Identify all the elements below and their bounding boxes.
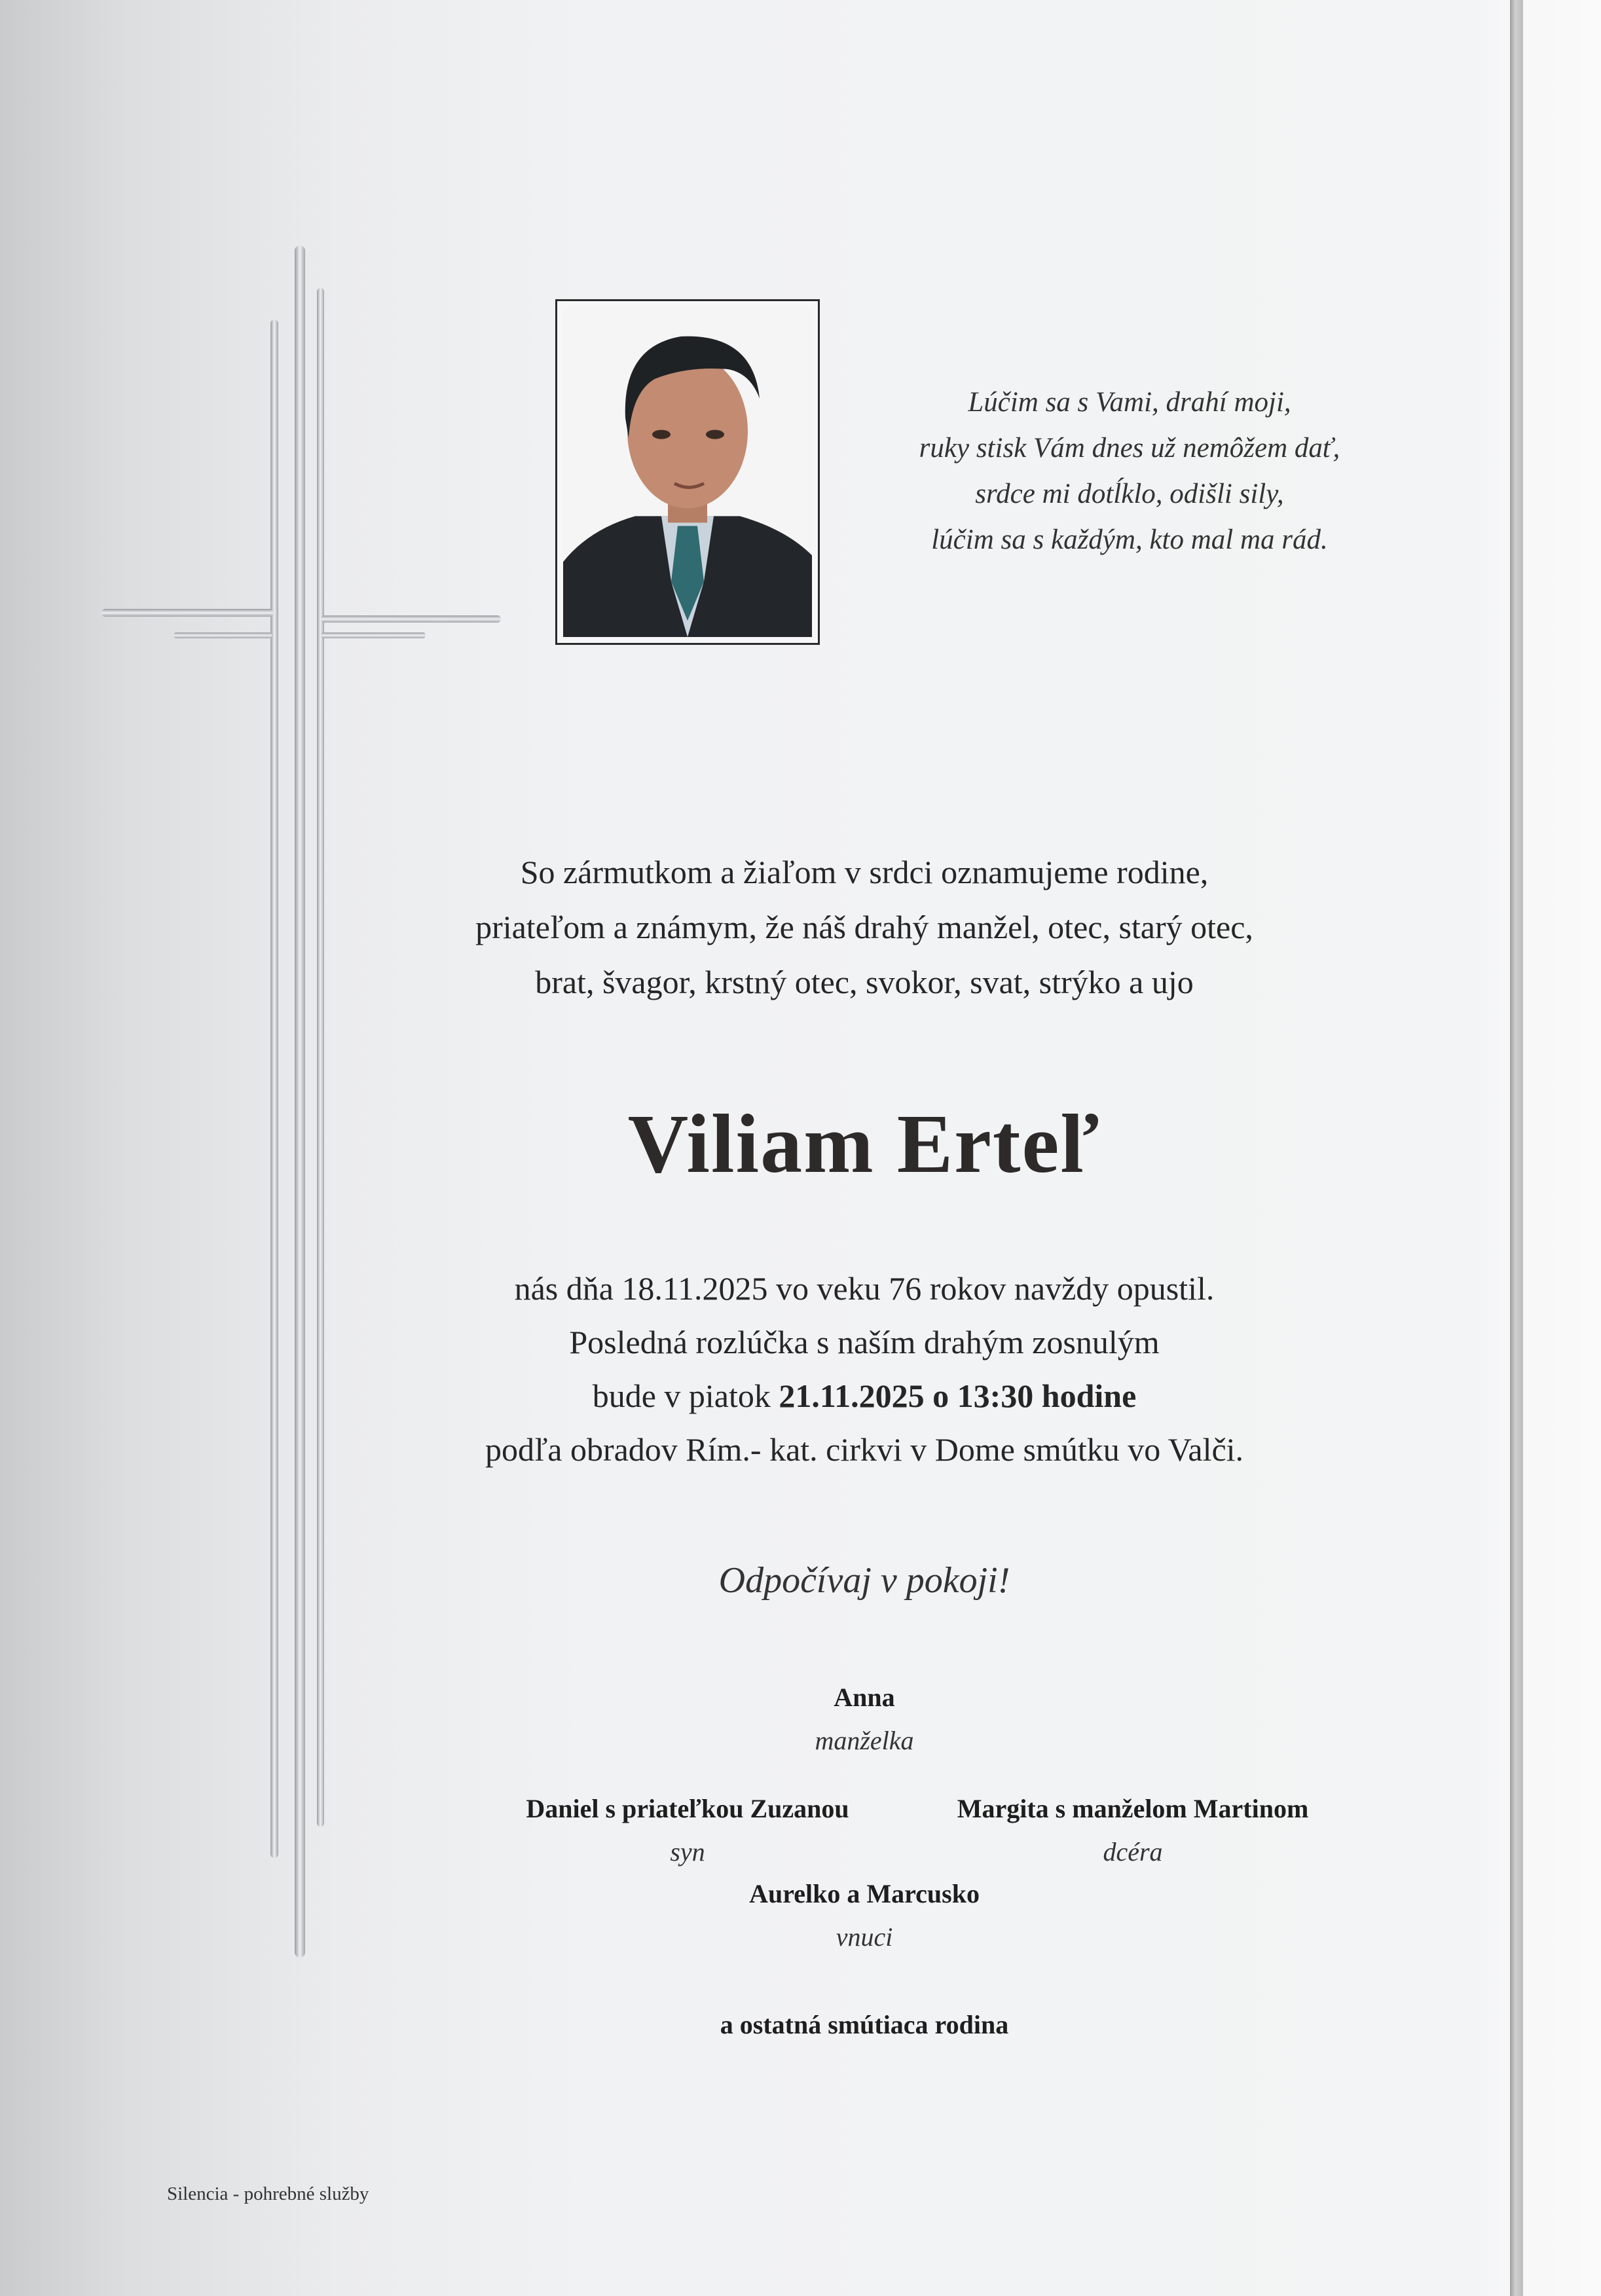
mourner-name: Margita s manželom Martinom	[957, 1794, 1309, 1823]
intro-line: brat, švagor, krstný otec, svokor, svat, strýko a ujo	[535, 964, 1194, 1000]
intro-line: So zármutkom a žiaľom v srdci oznamujeme rodine,	[520, 854, 1209, 890]
funeral-notice	[406, 1262, 1323, 1476]
notice-line: nás dňa 18.11.2025 vo veku 76 rokov navždy opustil.	[514, 1270, 1215, 1307]
mourner-name: Aurelko a Marcusko	[749, 1879, 980, 1908]
funeral-date-time: 21.11.2025 o 13:30 hodine	[779, 1377, 1137, 1414]
mourner-grandchildren	[668, 1872, 1061, 1959]
rest-in-peace: Odpočívaj v pokoji!	[718, 1560, 1010, 1601]
notice-line: Posledná rozlúčka s naším drahým zosnulým	[569, 1324, 1160, 1360]
notice-prefix: bude v piatok	[592, 1377, 779, 1414]
latin-cross-ornament-icon	[0, 0, 524, 2030]
mourner-role: dcéra	[1103, 1837, 1163, 1867]
announcement-intro	[406, 845, 1323, 1010]
right-border-rule	[1510, 0, 1523, 2296]
mourner-role: manželka	[815, 1726, 914, 1755]
notice-line: podľa obradov Rím.- kat. cirkvi v Dome smútku vo Valči.	[485, 1431, 1244, 1468]
poem-line: ruky stisk Vám dnes už nemôžem dať,	[919, 433, 1340, 464]
mourner-family: a ostatná smútiaca rodina	[720, 2010, 1009, 2039]
funeral-service-credit: Silencia - pohrebné služby	[167, 2183, 369, 2204]
farewell-poem	[851, 380, 1408, 563]
poem-line: lúčim sa s každým, kto mal ma rád.	[931, 524, 1328, 555]
mourner-role: syn	[670, 1837, 705, 1867]
deceased-name: Viliam Erteľ	[627, 1097, 1101, 1190]
mourner-son	[458, 1787, 917, 1874]
mourner-name: Anna	[834, 1683, 895, 1712]
poem-line: srdce mi dotĺklo, odišli sily,	[975, 479, 1284, 509]
mourner-role: vnuci	[836, 1922, 893, 1952]
intro-line: priateľom a známym, že náš drahý manžel, otec, starý otec,	[475, 909, 1253, 945]
mourner-name: Daniel s priateľkou Zuzanou	[526, 1794, 849, 1823]
portrait-photo	[555, 299, 820, 645]
mourner-wife	[668, 1676, 1061, 1762]
notice-line-date	[406, 1369, 1323, 1423]
mourner-daughter	[904, 1787, 1362, 1874]
poem-line: Lúčim sa s Vami, drahí moji,	[968, 387, 1291, 418]
